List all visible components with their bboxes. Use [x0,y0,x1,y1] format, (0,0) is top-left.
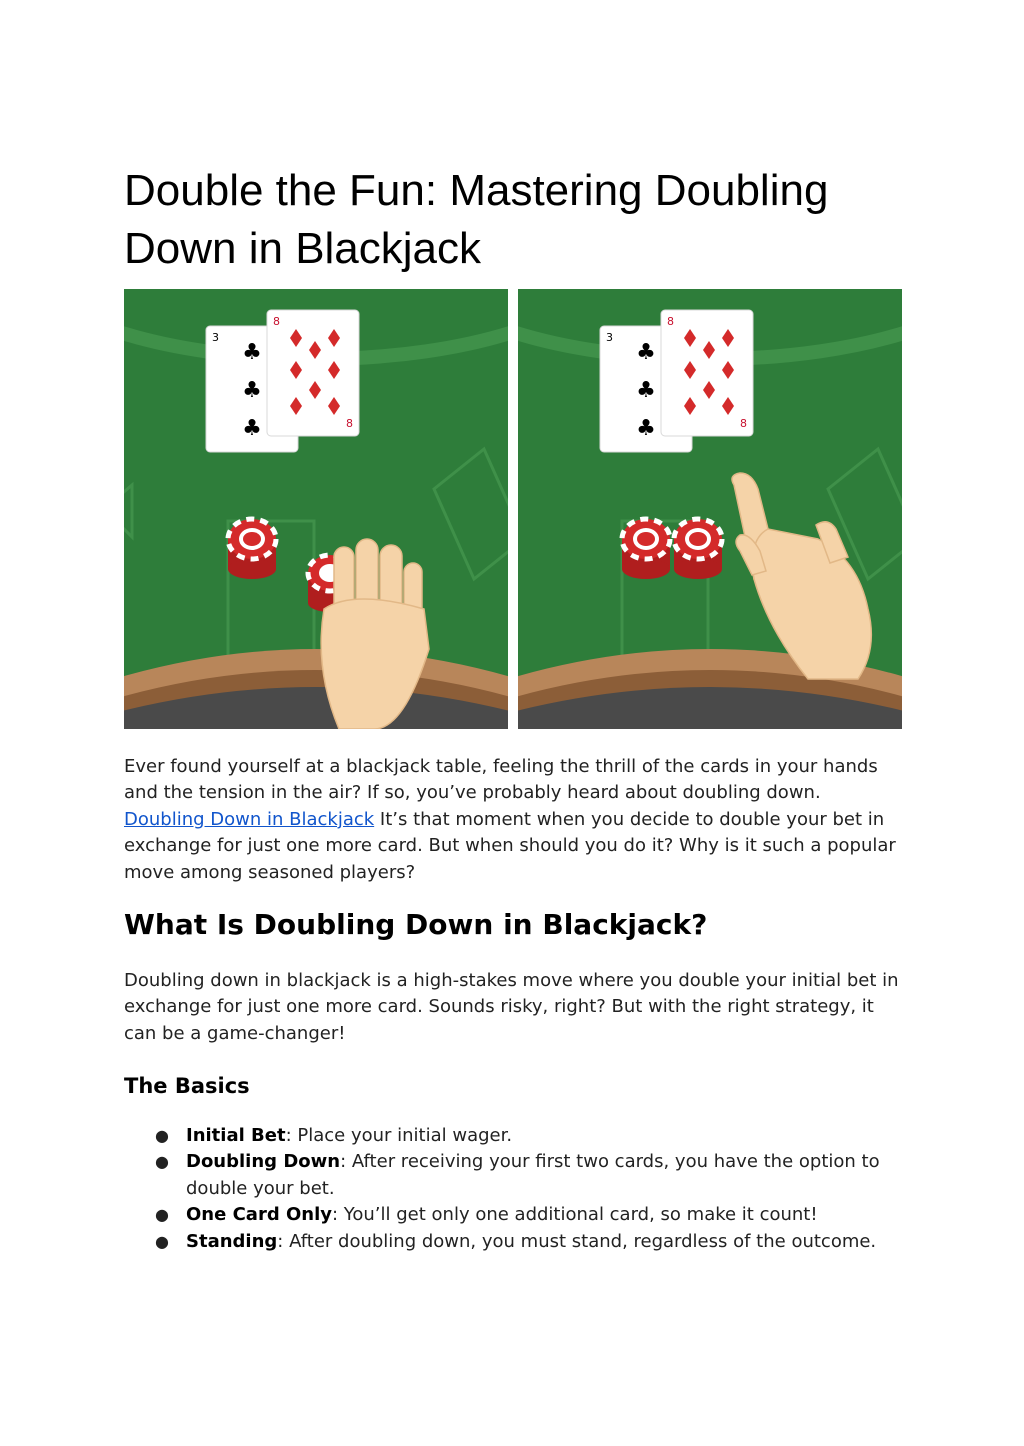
list-item-text: : Place your initial wager. [285,1125,513,1146]
list-item-term: Doubling Down [186,1151,341,1173]
svg-text:8: 8 [273,315,280,328]
illustration-panel-left [124,289,508,729]
section-heading: What Is Doubling Down in Blackjack? [124,908,708,941]
bullet-icon: ● [155,1152,169,1172]
list-item [124,1202,904,1228]
list-item-term: Initial Bet [186,1125,286,1146]
chip-stack [622,519,670,579]
svg-text:♣: ♣ [242,378,262,403]
list-item-text: : After doubling down, you must stand, regardless of the outcome. [277,1230,877,1252]
card-eight-of-diamonds [267,310,359,436]
bullet-icon: ● [155,1231,169,1251]
list-item-text: : You’ll get only one additional card, so make it count! [332,1204,818,1226]
section-paragraph: Doubling down in blackjack is a high-stakes move where you double your initial bet in exchange for just one more card. Sounds risky, right? But with the right strategy, it can be a game-changer! [124,970,899,1044]
intro-text-before-link: Ever found yourself at a blackjack table, feeling the thrill of the cards in your hands and the tension in the air? If so, you’ve probably heard about doubling down. [124,756,878,804]
doubling-down-link[interactable]: Doubling Down in Blackjack [124,808,375,830]
list-item [124,1229,904,1255]
basics-list [124,1123,904,1255]
intro-paragraph [124,754,904,886]
page-title: Double the Fun: Mastering Doubling Down in Blackjack [124,166,829,273]
svg-text:♣: ♣ [636,378,656,403]
intro-text-after-link: It’s that moment when you decide to double your bet in exchange for just one more card. But when should you do it? Why is it such a popular move among seasoned players? [124,808,896,883]
svg-text:♣: ♣ [242,416,262,441]
svg-text:♣: ♣ [636,416,656,441]
chip-stack [228,519,276,579]
svg-text:♣: ♣ [242,340,262,365]
chip-stack [674,519,722,579]
svg-text:3: 3 [212,331,219,344]
list-item [124,1149,904,1202]
list-item-term: One Card Only [186,1204,332,1226]
illustration-panel-right [518,289,902,729]
basics-heading: The Basics [124,1074,250,1098]
bullet-icon: ● [155,1126,169,1145]
svg-text:8: 8 [667,315,674,328]
svg-text:8: 8 [346,417,353,430]
bullet-icon: ● [155,1205,169,1225]
list-item-text: : After receiving your first two cards, you have the option to double your bet. [186,1151,880,1199]
list-item [124,1123,904,1149]
card-eight-of-diamonds [661,310,753,436]
list-item-term: Standing [186,1230,278,1252]
svg-text:8: 8 [740,417,747,430]
svg-text:♣: ♣ [636,340,656,365]
blackjack-illustration [124,289,904,729]
svg-text:3: 3 [606,331,613,344]
